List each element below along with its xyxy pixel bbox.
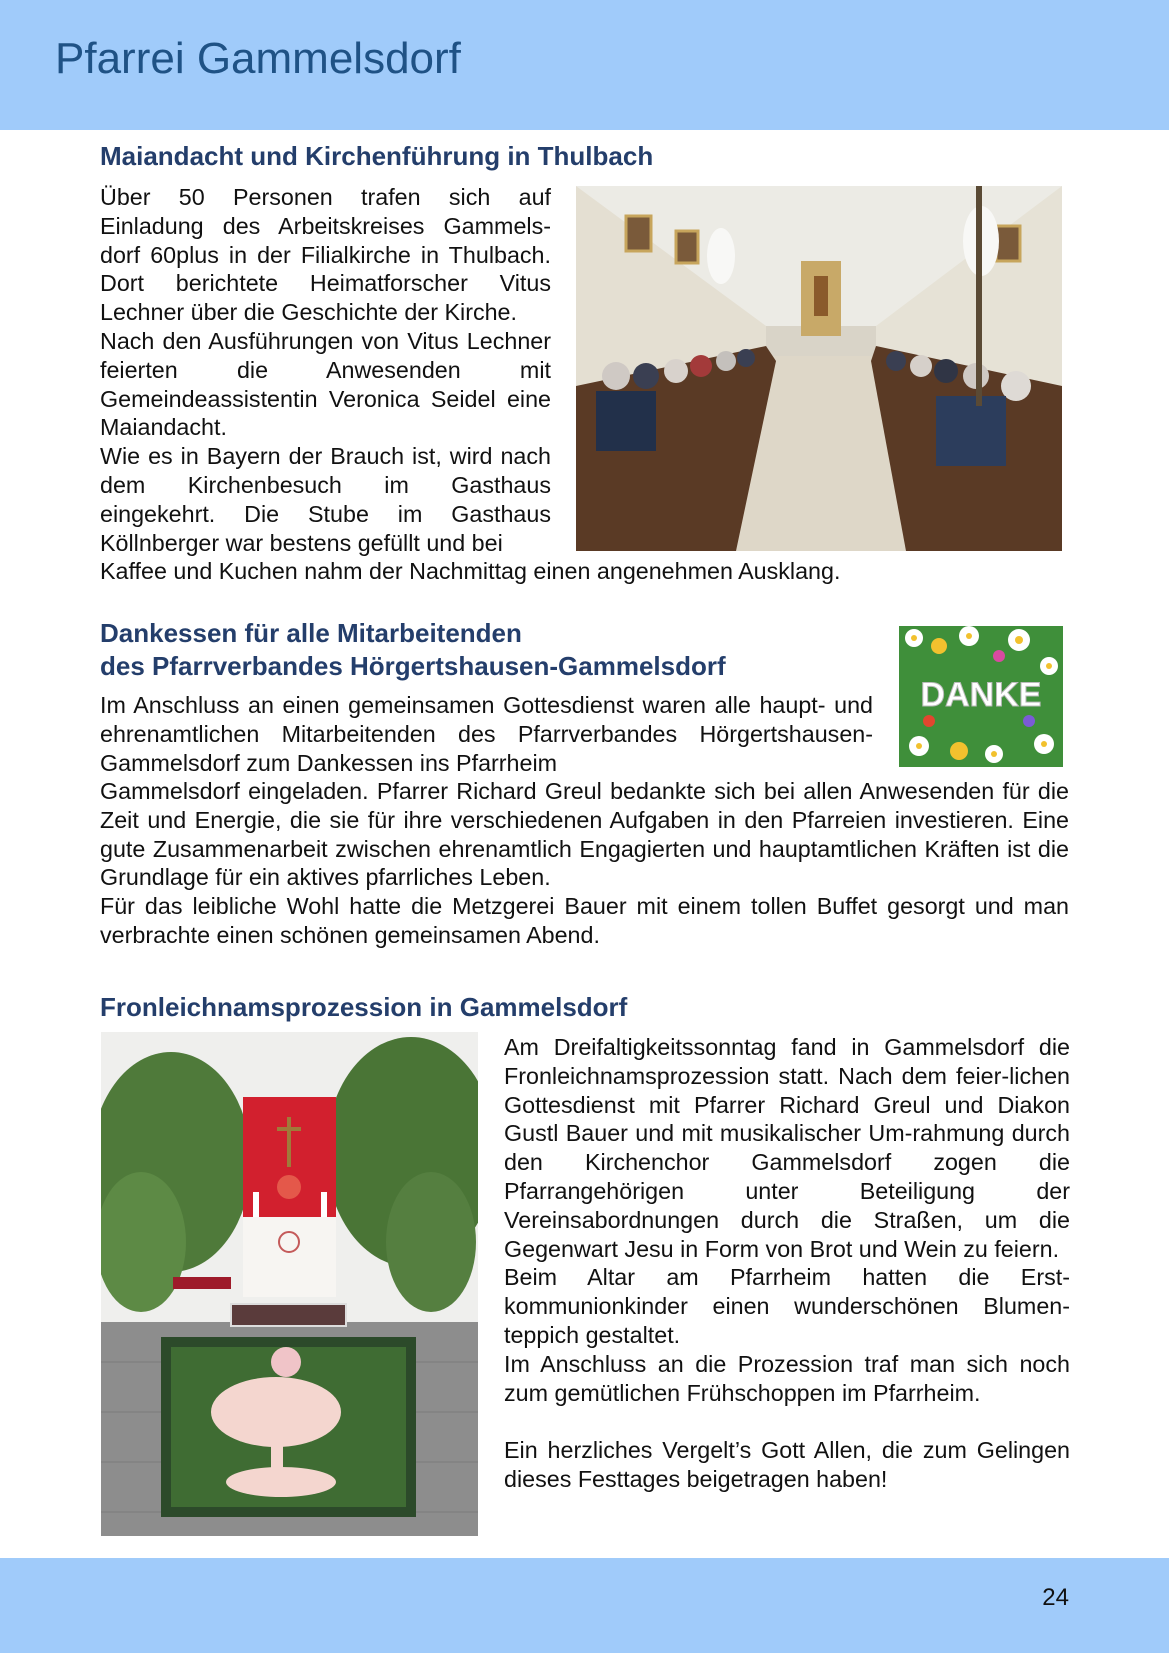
- section-heading-dankessen-line1: Dankessen für alle Mitarbeitenden: [100, 618, 522, 648]
- danke-image-text: DANKE: [920, 676, 1042, 714]
- paragraph: Ein herzliches Vergelt’s Gott Allen, die zum Gelingen dieses Festtages beigetragen haben!: [504, 1437, 1070, 1492]
- paragraph: Über 50 Personen trafen sich auf Einladung des Arbeitskreises Gammels-dorf 60plus in der Filialkirche in Thulbach. Dort berichtete Heimatforscher Vitus Lechner über die Geschichte der Kirche.: [100, 184, 551, 326]
- paragraph: Wie es in Bayern der Brauch ist, wird nach dem Kirchenbesuch im Gasthaus eingekehrt. Die Stube im Gasthaus Köllnberger war bestens gefüllt und bei: [100, 443, 551, 556]
- section-heading-fronleichnam: Fronleichnamsprozession in Gammelsdorf: [100, 992, 628, 1022]
- paragraph: Im Anschluss an einen gemeinsamen Gottesdienst waren alle haupt- und ehrenamtlichen Mitarbeitenden des Pfarrverbandes Hörgertshausen-Gammelsdorf zum Dankessen ins Pfarrheim: [100, 692, 873, 776]
- page-title: Pfarrei Gammelsdorf: [55, 34, 461, 83]
- section-dankessen-text-top: [100, 691, 873, 777]
- paragraph: Nach den Ausführungen von Vitus Lechner feierten die Anwesenden mit Gemeindeassistentin Veronica Seidel eine Maiandacht.: [100, 327, 551, 441]
- section-heading-maiandacht: Maiandacht und Kirchenführung in Thulbach: [100, 141, 654, 171]
- church-interior-photo: [576, 186, 1062, 551]
- section-dankessen-text: [100, 777, 1069, 950]
- page-header: [0, 0, 1169, 130]
- altar-flower-carpet-photo: [101, 1032, 478, 1536]
- page-footer: [0, 1558, 1169, 1653]
- paragraph: Kaffee und Kuchen nahm der Nachmittag einen angenehmen Ausklang.: [100, 558, 841, 584]
- paragraph: Am Dreifaltigkeitssonntag fand in Gammelsdorf die Fronleichnamsprozession statt. Nach dem feier-lichen Gottesdienst mit Pfarrer Richard Greul und Diakon Gustl Bauer und mit musikalischer Um-rahmung durch den Kirchenchor Gammelsdorf zogen die Pfarrangehörigen unter Beteiligung der Vereinsabordnungen durch die Straßen, um die Gegenwart Jesu in Form von Brot und Wein zu feiern.: [504, 1034, 1070, 1262]
- paragraph: Gammelsdorf eingeladen. Pfarrer Richard Greul bedankte sich bei allen Anwesenden für die Zeit und Energie, die sie für ihre verschiedenen Aufgaben in den Pfarreien investieren. Eine gute Zusammenarbeit zwischen ehrenamtlich Engagierten und hauptamtlichen Kräften ist die Grundlage für ein aktives pfarrliches Leben.: [100, 778, 1069, 891]
- section-heading-dankessen-line2: des Pfarrverbandes Hörgertshausen-Gammelsdorf: [100, 651, 726, 681]
- section-maiandacht-text-end: [100, 557, 1000, 586]
- section-maiandacht-text: [100, 183, 551, 557]
- danke-flowers-image: [899, 626, 1063, 767]
- paragraph: Für das leibliche Wohl hatte die Metzgerei Bauer mit einem tollen Buffet gesorgt und man verbrachte einen schönen gemeinsamen Abend.: [100, 893, 1069, 948]
- paragraph: Beim Altar am Pfarrheim hatten die Erst-kommunionkinder einen wunderschönen Blumen-teppich gestaltet.: [504, 1264, 1070, 1348]
- page-number: 24: [1042, 1584, 1069, 1611]
- section-fronleichnam-text: [504, 1033, 1070, 1494]
- paragraph: Im Anschluss an die Prozession traf man sich noch zum gemütlichen Frühschoppen im Pfarrheim.: [504, 1350, 1070, 1406]
